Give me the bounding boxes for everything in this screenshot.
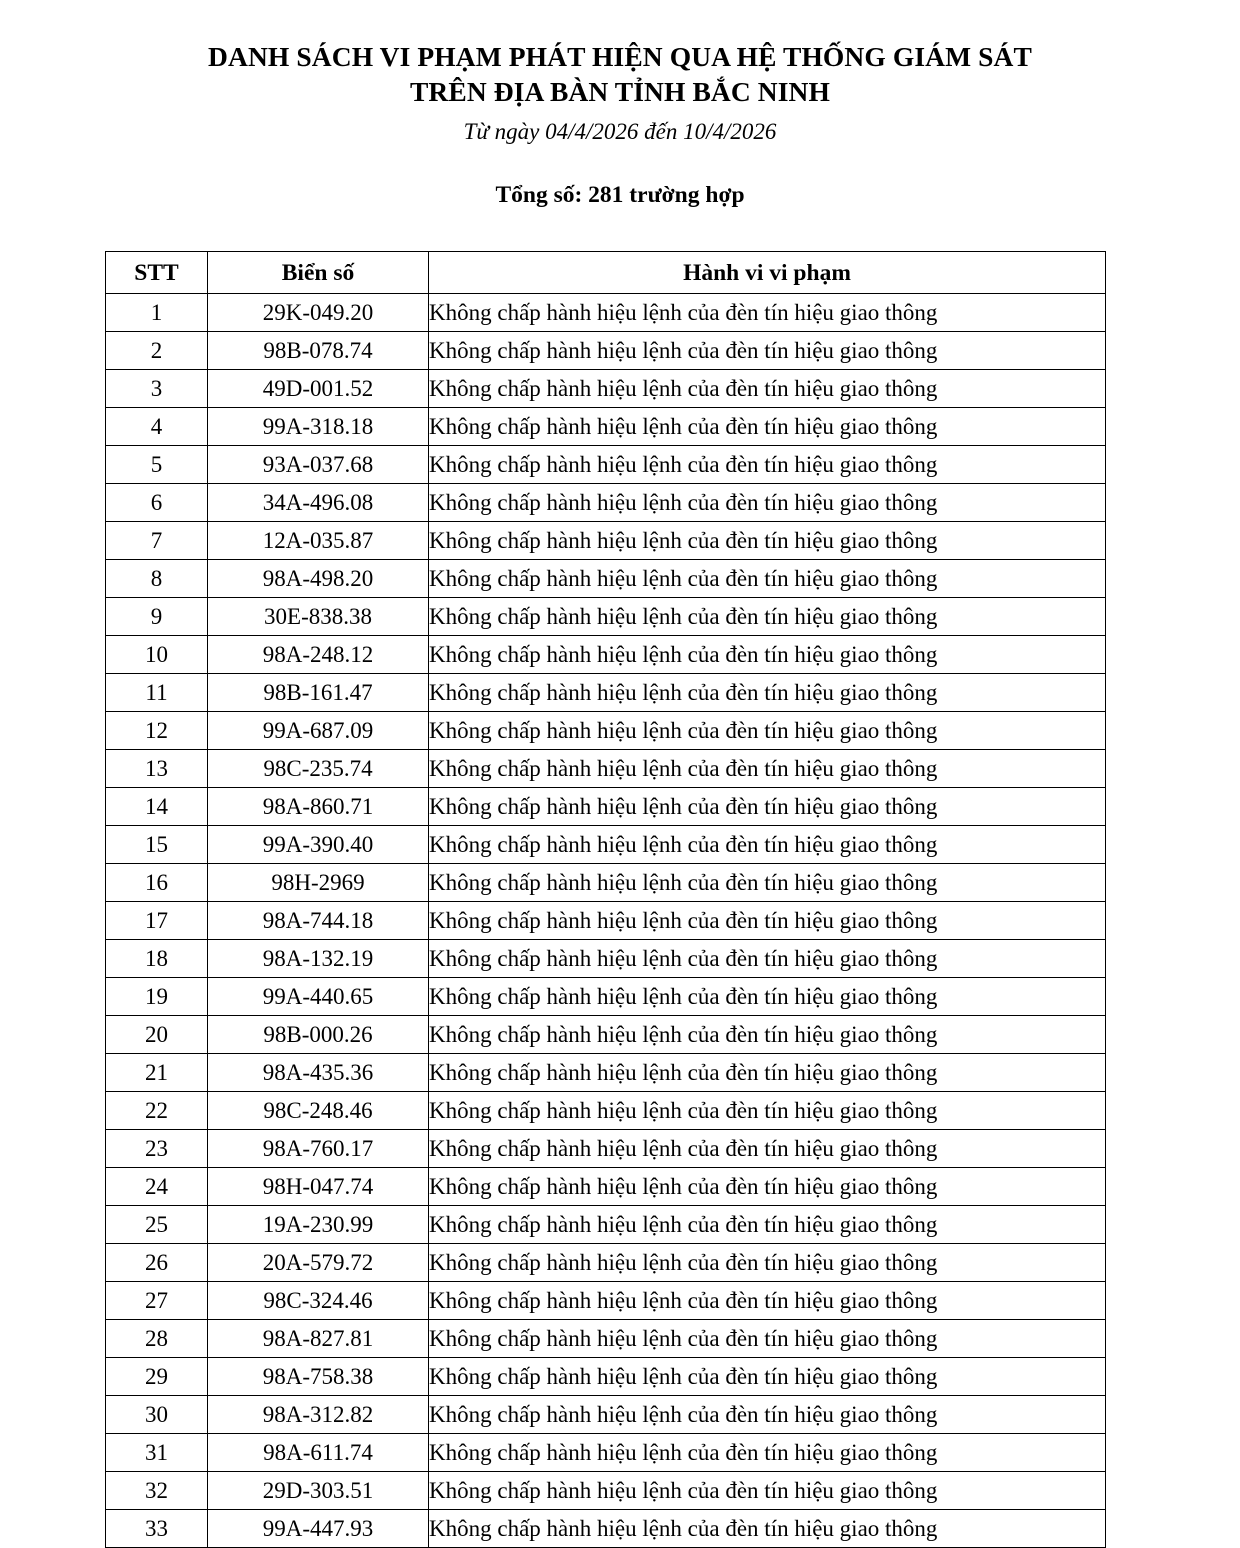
table-row xyxy=(106,826,1106,864)
table-row xyxy=(106,1206,1106,1244)
table-row xyxy=(106,1244,1106,1282)
cell-violation: Không chấp hành hiệu lệnh của đèn tín hiệu giao thông xyxy=(429,332,1106,370)
document-title-line-2: TRÊN ĐỊA BÀN TỈNH BẮC NINH xyxy=(409,75,830,107)
cell-violation: Không chấp hành hiệu lệnh của đèn tín hiệu giao thông xyxy=(429,826,1106,864)
cell-stt: 22 xyxy=(106,1092,208,1130)
cell-violation: Không chấp hành hiệu lệnh của đèn tín hiệu giao thông xyxy=(429,712,1106,750)
cell-violation: Không chấp hành hiệu lệnh của đèn tín hiệu giao thông xyxy=(429,484,1106,522)
cell-stt: 17 xyxy=(106,902,208,940)
document-title-line-1: DANH SÁCH VI PHẠM PHÁT HIỆN QUA HỆ THỐNG GIÁM SÁT xyxy=(208,41,1032,72)
cell-stt: 3 xyxy=(106,370,208,408)
table-row xyxy=(106,750,1106,788)
cell-stt: 25 xyxy=(106,1206,208,1244)
cell-stt: 16 xyxy=(106,864,208,902)
cell-stt: 20 xyxy=(106,1016,208,1054)
cell-stt: 32 xyxy=(106,1472,208,1510)
cell-stt: 31 xyxy=(106,1434,208,1472)
cell-license-plate: 29D-303.51 xyxy=(208,1472,429,1510)
table-row xyxy=(106,408,1106,446)
document-date-range: Từ ngày 04/4/2026 đến 10/4/2026 xyxy=(463,118,777,144)
cell-violation: Không chấp hành hiệu lệnh của đèn tín hiệu giao thông xyxy=(429,1168,1106,1206)
cell-violation: Không chấp hành hiệu lệnh của đèn tín hiệu giao thông xyxy=(429,1054,1106,1092)
cell-license-plate: 93A-037.68 xyxy=(208,446,429,484)
table-row xyxy=(106,1130,1106,1168)
cell-license-plate: 98C-235.74 xyxy=(208,750,429,788)
cell-stt: 33 xyxy=(106,1510,208,1548)
cell-license-plate: 99A-687.09 xyxy=(208,712,429,750)
table-header-row xyxy=(106,252,1106,294)
cell-license-plate: 98A-435.36 xyxy=(208,1054,429,1092)
cell-stt: 1 xyxy=(106,294,208,332)
cell-stt: 29 xyxy=(106,1358,208,1396)
cell-violation: Không chấp hành hiệu lệnh của đèn tín hiệu giao thông xyxy=(429,788,1106,826)
cell-license-plate: 98A-860.71 xyxy=(208,788,429,826)
cell-violation: Không chấp hành hiệu lệnh của đèn tín hiệu giao thông xyxy=(429,1282,1106,1320)
cell-license-plate: 49D-001.52 xyxy=(208,370,429,408)
cell-stt: 6 xyxy=(106,484,208,522)
cell-violation: Không chấp hành hiệu lệnh của đèn tín hiệu giao thông xyxy=(429,370,1106,408)
table-row xyxy=(106,1472,1106,1510)
cell-violation: Không chấp hành hiệu lệnh của đèn tín hiệu giao thông xyxy=(429,1206,1106,1244)
cell-license-plate: 20A-579.72 xyxy=(208,1244,429,1282)
cell-stt: 28 xyxy=(106,1320,208,1358)
cell-license-plate: 98A-132.19 xyxy=(208,940,429,978)
cell-stt: 11 xyxy=(106,674,208,712)
cell-license-plate: 98H-2969 xyxy=(208,864,429,902)
table-row xyxy=(106,1092,1106,1130)
cell-violation: Không chấp hành hiệu lệnh của đèn tín hiệu giao thông xyxy=(429,1244,1106,1282)
column-header-plate: Biển số xyxy=(208,252,429,294)
cell-license-plate: 98H-047.74 xyxy=(208,1168,429,1206)
cell-stt: 2 xyxy=(106,332,208,370)
table-row xyxy=(106,940,1106,978)
cell-license-plate: 98A-827.81 xyxy=(208,1320,429,1358)
table-row xyxy=(106,1434,1106,1472)
cell-stt: 13 xyxy=(106,750,208,788)
cell-license-plate: 29K-049.20 xyxy=(208,294,429,332)
cell-license-plate: 12A-035.87 xyxy=(208,522,429,560)
cell-license-plate: 98A-744.18 xyxy=(208,902,429,940)
table-row xyxy=(106,370,1106,408)
table-row xyxy=(106,1358,1106,1396)
cell-violation: Không chấp hành hiệu lệnh của đèn tín hiệu giao thông xyxy=(429,522,1106,560)
table-row xyxy=(106,446,1106,484)
cell-license-plate: 30E-838.38 xyxy=(208,598,429,636)
table-row xyxy=(106,1282,1106,1320)
cell-violation: Không chấp hành hiệu lệnh của đèn tín hiệu giao thông xyxy=(429,1130,1106,1168)
cell-violation: Không chấp hành hiệu lệnh của đèn tín hiệu giao thông xyxy=(429,902,1106,940)
cell-stt: 18 xyxy=(106,940,208,978)
cell-license-plate: 98B-078.74 xyxy=(208,332,429,370)
table-row xyxy=(106,712,1106,750)
table-body xyxy=(106,294,1106,1548)
cell-license-plate: 98B-000.26 xyxy=(208,1016,429,1054)
cell-violation: Không chấp hành hiệu lệnh của đèn tín hiệu giao thông xyxy=(429,408,1106,446)
cell-stt: 8 xyxy=(106,560,208,598)
table-row xyxy=(106,864,1106,902)
cell-violation: Không chấp hành hiệu lệnh của đèn tín hiệu giao thông xyxy=(429,1016,1106,1054)
cell-violation: Không chấp hành hiệu lệnh của đèn tín hiệu giao thông xyxy=(429,1510,1106,1548)
table-row xyxy=(106,560,1106,598)
cell-stt: 4 xyxy=(106,408,208,446)
cell-stt: 7 xyxy=(106,522,208,560)
table-row xyxy=(106,598,1106,636)
cell-stt: 10 xyxy=(106,636,208,674)
table-row xyxy=(106,674,1106,712)
table-row xyxy=(106,1320,1106,1358)
cell-license-plate: 98A-758.38 xyxy=(208,1358,429,1396)
cell-violation: Không chấp hành hiệu lệnh của đèn tín hiệu giao thông xyxy=(429,1472,1106,1510)
document-header xyxy=(0,0,1240,149)
table-row xyxy=(106,1510,1106,1548)
cell-license-plate: 98A-248.12 xyxy=(208,636,429,674)
table-row xyxy=(106,902,1106,940)
cell-license-plate: 98C-324.46 xyxy=(208,1282,429,1320)
cell-violation: Không chấp hành hiệu lệnh của đèn tín hiệu giao thông xyxy=(429,446,1106,484)
cell-violation: Không chấp hành hiệu lệnh của đèn tín hiệu giao thông xyxy=(429,978,1106,1016)
cell-license-plate: 98A-611.74 xyxy=(208,1434,429,1472)
column-header-violation: Hành vi vi phạm xyxy=(429,252,1106,294)
cell-license-plate: 99A-390.40 xyxy=(208,826,429,864)
table-row xyxy=(106,484,1106,522)
cell-stt: 14 xyxy=(106,788,208,826)
column-header-stt: STT xyxy=(106,252,208,294)
cell-license-plate: 34A-496.08 xyxy=(208,484,429,522)
cell-violation: Không chấp hành hiệu lệnh của đèn tín hiệu giao thông xyxy=(429,940,1106,978)
table-row xyxy=(106,788,1106,826)
cell-stt: 30 xyxy=(106,1396,208,1434)
cell-license-plate: 99A-440.65 xyxy=(208,978,429,1016)
cell-violation: Không chấp hành hiệu lệnh của đèn tín hiệu giao thông xyxy=(429,560,1106,598)
cell-violation: Không chấp hành hiệu lệnh của đèn tín hiệu giao thông xyxy=(429,294,1106,332)
cell-license-plate: 19A-230.99 xyxy=(208,1206,429,1244)
table-row xyxy=(106,636,1106,674)
table-row xyxy=(106,1016,1106,1054)
cell-stt: 23 xyxy=(106,1130,208,1168)
cell-license-plate: 98A-312.82 xyxy=(208,1396,429,1434)
cell-license-plate: 99A-318.18 xyxy=(208,408,429,446)
cell-stt: 9 xyxy=(106,598,208,636)
cell-license-plate: 99A-447.93 xyxy=(208,1510,429,1548)
cell-violation: Không chấp hành hiệu lệnh của đèn tín hiệu giao thông xyxy=(429,1358,1106,1396)
cell-violation: Không chấp hành hiệu lệnh của đèn tín hiệu giao thông xyxy=(429,1434,1106,1472)
cell-stt: 27 xyxy=(106,1282,208,1320)
cell-violation: Không chấp hành hiệu lệnh của đèn tín hiệu giao thông xyxy=(429,598,1106,636)
cell-stt: 24 xyxy=(106,1168,208,1206)
table-header xyxy=(106,252,1106,294)
cell-stt: 12 xyxy=(106,712,208,750)
table-row xyxy=(106,978,1106,1016)
cell-violation: Không chấp hành hiệu lệnh của đèn tín hiệu giao thông xyxy=(429,636,1106,674)
cell-stt: 19 xyxy=(106,978,208,1016)
cell-license-plate: 98B-161.47 xyxy=(208,674,429,712)
cell-violation: Không chấp hành hiệu lệnh của đèn tín hiệu giao thông xyxy=(429,1092,1106,1130)
violations-table-container xyxy=(0,251,1240,1548)
cell-violation: Không chấp hành hiệu lệnh của đèn tín hiệu giao thông xyxy=(429,1320,1106,1358)
table-row xyxy=(106,1054,1106,1092)
cell-violation: Không chấp hành hiệu lệnh của đèn tín hiệu giao thông xyxy=(429,750,1106,788)
table-row xyxy=(106,1396,1106,1434)
table-row xyxy=(106,294,1106,332)
violations-table xyxy=(105,251,1106,1548)
table-row xyxy=(106,522,1106,560)
cell-stt: 21 xyxy=(106,1054,208,1092)
cell-violation: Không chấp hành hiệu lệnh của đèn tín hiệu giao thông xyxy=(429,674,1106,712)
cell-license-plate: 98A-498.20 xyxy=(208,560,429,598)
cell-license-plate: 98C-248.46 xyxy=(208,1092,429,1130)
cell-violation: Không chấp hành hiệu lệnh của đèn tín hiệu giao thông xyxy=(429,1396,1106,1434)
table-row xyxy=(106,1168,1106,1206)
cell-license-plate: 98A-760.17 xyxy=(208,1130,429,1168)
cell-stt: 5 xyxy=(106,446,208,484)
cell-stt: 15 xyxy=(106,826,208,864)
table-row xyxy=(106,332,1106,370)
cell-stt: 26 xyxy=(106,1244,208,1282)
total-count-label: Tổng số: 281 trường hợp xyxy=(495,182,745,209)
cell-violation: Không chấp hành hiệu lệnh của đèn tín hiệu giao thông xyxy=(429,864,1106,902)
